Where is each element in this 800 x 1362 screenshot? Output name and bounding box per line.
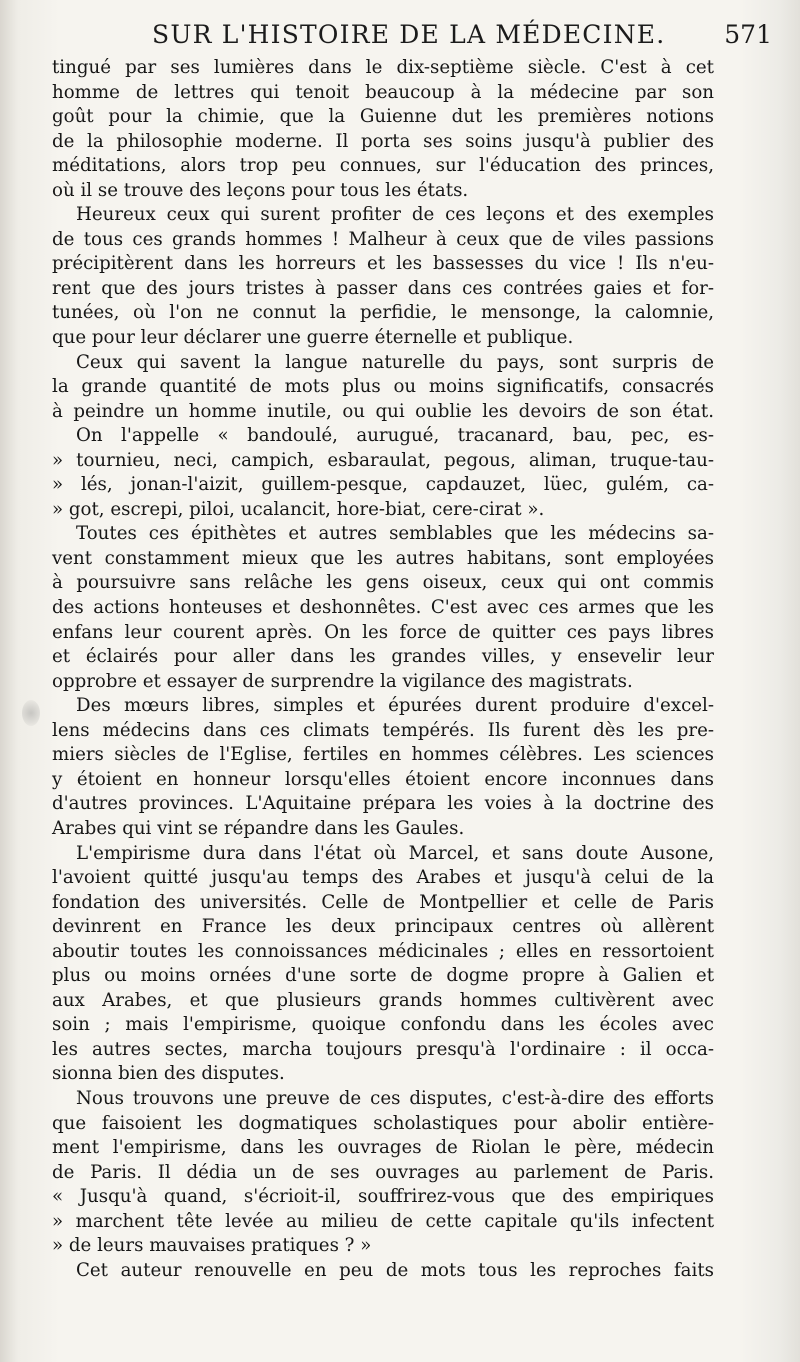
text-line: aux Arabes, et que plusieurs grands hommes cultivèrent avec: [52, 989, 714, 1011]
text-line: L'empirisme dura dans l'état où Marcel, et sans doute Ausone,: [76, 842, 714, 864]
text-line: miers siècles de l'Eglise, fertiles en hommes célèbres. Les sciences: [52, 744, 714, 766]
text-line: plus ou moins ornées d'une sorte de dogme propre à Galien et: [52, 965, 714, 987]
text-line: aboutir toutes les connoissances médicinales ; elles en ressortoient: [52, 940, 714, 962]
text-line: vent constamment mieux que les autres habitans, sont employées: [52, 547, 714, 569]
text-line: Nous trouvons une preuve de ces disputes, c'est-à-dire des efforts: [76, 1087, 714, 1109]
text-line: Des mœurs libres, simples et épurées durent produire d'excel-: [76, 695, 714, 717]
body-text: [52, 56, 714, 1283]
text-line: Toutes ces épithètes et autres semblables que les médecins sa-: [76, 523, 714, 545]
text-line: » lés, jonan-l'aizit, guillem-pesque, capdauzet, lüec, gulém, ca-: [52, 474, 714, 496]
text-line: que faisoient les dogmatiques scholastiques pour abolir entière-: [52, 1112, 714, 1134]
text-line: soin ; mais l'empirisme, quoique confondu dans les écoles avec: [52, 1014, 714, 1036]
text-line: méditations, alors trop peu connues, sur l'éducation des princes,: [52, 155, 714, 177]
text-line: goût pour la chimie, que la Guienne dut les premières notions: [52, 106, 714, 128]
text-line: rent que des jours tristes à passer dans ces contrées gaies et for-: [52, 277, 714, 299]
text-line: des actions honteuses et deshonnêtes. C'est avec ces armes que les: [52, 597, 714, 619]
text-line: « Jusqu'à quand, s'écrioit-il, souffrirez-vous que des empiriques: [52, 1186, 714, 1208]
page-number: 571: [724, 20, 772, 49]
text-line: lens médecins dans ces climats tempérés. Ils furent dès les pre-: [52, 719, 714, 741]
text-line: fondation des universités. Celle de Montpellier et celle de Paris: [52, 891, 714, 913]
text-line: » got, escrepi, piloi, ucalancit, hore-biat, cere-cirat ».: [52, 498, 545, 520]
text-line: ment l'empirisme, dans les ouvrages de Riolan le père, médecin: [52, 1137, 714, 1159]
text-line: l'avoient quitté jusqu'au temps des Arabes et jusqu'à celui de la: [52, 867, 714, 889]
text-line: Ceux qui savent la langue naturelle du pays, sont surpris de: [76, 351, 714, 373]
text-line: devinrent en France les deux principaux centres où allèrent: [52, 916, 714, 938]
text-line: y étoient en honneur lorsqu'elles étoient encore inconnues dans: [52, 768, 714, 790]
text-line: que pour leur déclarer une guerre éternelle et publique.: [52, 327, 574, 349]
text-line: tingué par ses lumières dans le dix-septième siècle. C'est à cet: [52, 57, 714, 78]
text-line: à poursuivre sans relâche les gens oiseux, ceux qui ont commis: [52, 572, 714, 594]
text-line: Cet auteur renouvelle en peu de mots tous les reproches faits: [76, 1259, 714, 1281]
text-line: opprobre et essayer de surprendre la vigilance des magistrats.: [52, 670, 633, 692]
text-line: On l'appelle « bandoulé, aurugué, tracanard, bau, pec, es-: [76, 425, 714, 447]
text-line: les autres sectes, marcha toujours presqu'à l'ordinaire : il occa-: [52, 1038, 714, 1060]
text-line: tunées, où l'on ne connut la perfidie, le mensonge, la calomnie,: [52, 302, 714, 324]
text-line: » marchent tête levée au milieu de cette capitale qu'ils infectent: [52, 1210, 714, 1232]
text-line: de Paris. Il dédia un de ses ouvrages au parlement de Paris.: [52, 1161, 714, 1183]
text-line: précipitèrent dans les horreurs et les bassesses du vice ! Ils n'eu-: [52, 253, 714, 275]
text-line: la grande quantité de mots plus ou moins significatifs, consacrés: [52, 376, 714, 398]
text-line: enfans leur courent après. On les force de quitter ces pays libres: [52, 621, 714, 643]
text-line: où il se trouve des leçons pour tous les états.: [52, 179, 469, 201]
text-line: homme de lettres qui tenoit beaucoup à la médecine par son: [52, 81, 714, 103]
text-line: sionna bien des disputes.: [52, 1063, 285, 1085]
text-line: de la philosophie moderne. Il porta ses soins jusqu'à publier des: [52, 130, 714, 152]
text-line: » de leurs mauvaises pratiques ? »: [52, 1235, 372, 1257]
text-line: » tournieu, neci, campich, esbaraulat, pegous, aliman, truque-tau-: [52, 449, 714, 471]
text-line: de tous ces grands hommes ! Malheur à ceux que de viles passions: [52, 228, 714, 250]
text-line: à peindre un homme inutile, ou qui oublie les devoirs de son état.: [52, 400, 714, 422]
running-header: [60, 20, 772, 56]
text-line: Heureux ceux qui surent profiter de ces leçons et des exemples: [76, 204, 714, 226]
text-line: d'autres provinces. L'Aquitaine prépara les voies à la doctrine des: [52, 793, 714, 815]
text-line: et éclairés pour aller dans les grandes villes, y ensevelir leur: [52, 646, 714, 668]
running-title: SUR L'HISTOIRE DE LA MÉDECINE.: [152, 20, 666, 49]
text-line: Arabes qui vint se répandre dans les Gaules.: [52, 817, 465, 839]
page-smudge: [22, 700, 40, 726]
